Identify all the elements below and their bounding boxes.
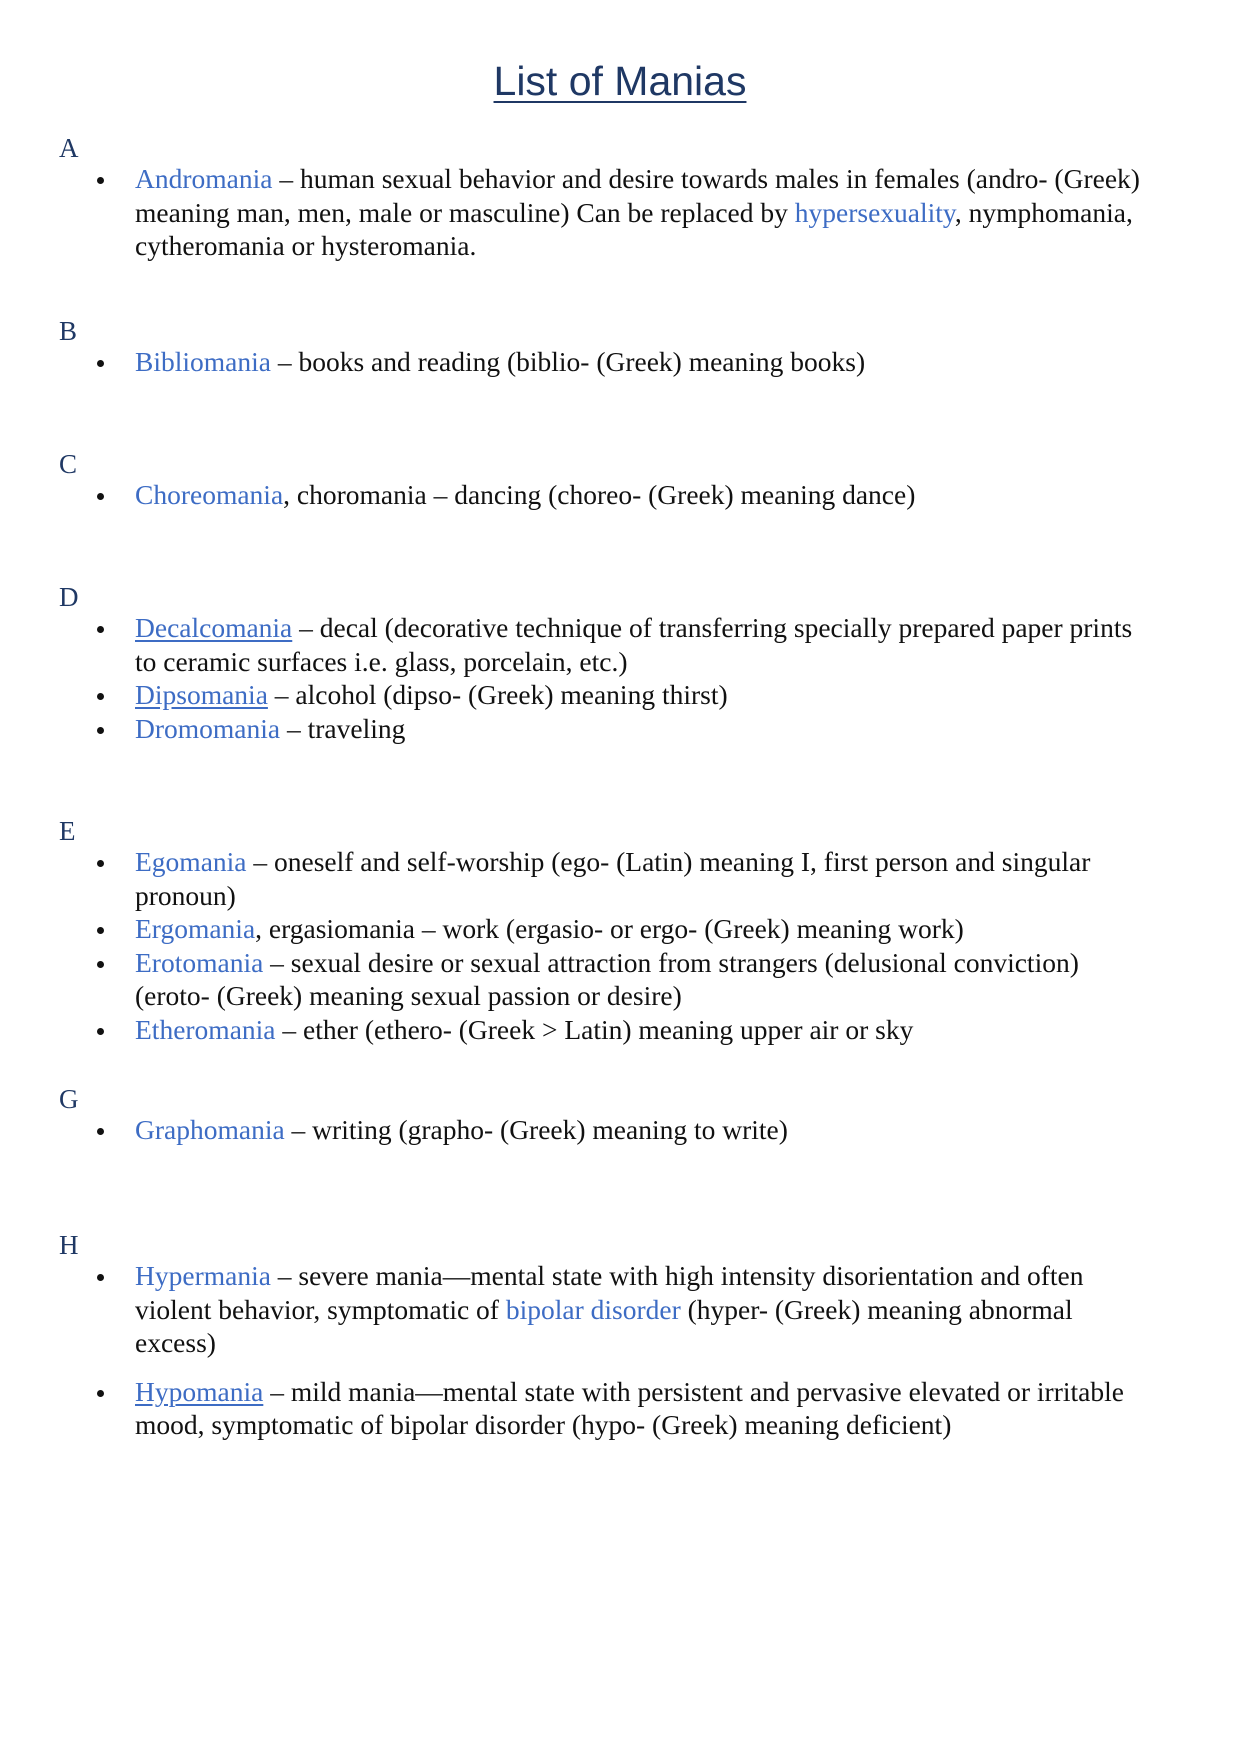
term-link[interactable]: Erotomania bbox=[135, 946, 264, 978]
term-link[interactable]: Decalcomania bbox=[135, 612, 293, 643]
list-item bbox=[0, 162, 1240, 263]
entry-description: human sexual behavior and desire towards males in females (andro- (Greek) meaning man, men, male or masculine) Can be replaced by bbox=[135, 163, 1140, 228]
term-link[interactable]: Etheromania bbox=[135, 1013, 276, 1045]
section-letter: B bbox=[59, 316, 78, 346]
page-title: List of Manias bbox=[493, 58, 747, 104]
term-link[interactable]: Bibliomania bbox=[135, 346, 271, 377]
entry-description-continued: , nymphomania, cytheromania or hysteromania. bbox=[135, 196, 1133, 261]
list-item bbox=[0, 845, 1240, 912]
entry-separator: – bbox=[270, 1260, 299, 1291]
entry-separator: – bbox=[263, 1375, 291, 1407]
term-link[interactable]: Dipsomania bbox=[135, 679, 268, 710]
entry-separator: – bbox=[270, 346, 299, 377]
list-item bbox=[0, 1113, 1240, 1147]
list-item bbox=[0, 345, 1240, 379]
entry-separator: – bbox=[263, 946, 291, 978]
section-letter: E bbox=[59, 816, 76, 846]
list-item bbox=[0, 1375, 1240, 1442]
section-letter: D bbox=[59, 582, 79, 612]
entry-list bbox=[0, 1259, 1240, 1442]
entry-list bbox=[0, 478, 1240, 512]
entry-list bbox=[0, 345, 1240, 379]
entry-list bbox=[0, 611, 1240, 745]
list-item bbox=[0, 478, 1240, 512]
section-letter: G bbox=[59, 1084, 79, 1114]
term-link[interactable]: Ergomania bbox=[135, 913, 256, 944]
list-item bbox=[0, 912, 1240, 946]
term-link[interactable]: Egomania bbox=[135, 846, 247, 877]
entry-description: ergasiomania – work (ergasio- or ergo- (Greek) meaning work) bbox=[268, 913, 964, 944]
entry-separator: – bbox=[292, 612, 320, 643]
term-link[interactable]: Andromania bbox=[135, 163, 273, 194]
list-item bbox=[0, 712, 1240, 746]
entry-description: decal (decorative technique of transferring specially prepared paper prints to ceramic surfaces i.e. glass, porcelain, etc.) bbox=[135, 612, 1133, 677]
list-item bbox=[0, 946, 1240, 1013]
entry-description-continued: (hyper- (Greek) meaning abnormal excess) bbox=[135, 1293, 1073, 1358]
entry-separator: – bbox=[272, 163, 300, 194]
term-link[interactable]: Choreomania bbox=[135, 479, 284, 510]
entry-separator: , bbox=[283, 479, 297, 510]
list-item bbox=[0, 1259, 1240, 1360]
entry-separator: , bbox=[255, 913, 269, 944]
entry-description: mild mania—mental state with persistent and pervasive elevated or irritable mood, symptomatic of bipolar disorder (hypo- (Greek) meaning deficient) bbox=[135, 1375, 1124, 1440]
section-letter: A bbox=[59, 133, 79, 163]
entry-separator: – bbox=[267, 679, 296, 710]
section-letter: C bbox=[59, 449, 78, 479]
entry-description: choromania – dancing (choreo- (Greek) meaning dance) bbox=[296, 479, 916, 510]
entry-description: oneself and self-worship (ego- (Latin) meaning I, first person and singular pronoun) bbox=[135, 846, 1091, 911]
entry-description: severe mania—mental state with high intensity disorientation and often violent behavior, symptomatic of bbox=[135, 1260, 1084, 1325]
entry-description: books and reading (biblio- (Greek) meaning books) bbox=[298, 346, 866, 377]
entry-description: traveling bbox=[307, 712, 406, 744]
inline-link[interactable]: bipolar disorder bbox=[505, 1293, 681, 1325]
entry-list bbox=[0, 162, 1240, 263]
list-item bbox=[0, 678, 1240, 712]
entry-list bbox=[0, 845, 1240, 1046]
term-link[interactable]: Dromomania bbox=[135, 712, 281, 744]
term-link[interactable]: Graphomania bbox=[135, 1114, 285, 1145]
entry-description: alcohol (dipso- (Greek) meaning thirst) bbox=[295, 679, 728, 710]
term-link[interactable]: Hypermania bbox=[135, 1260, 271, 1291]
entry-description: writing (grapho- (Greek) meaning to write) bbox=[312, 1114, 788, 1145]
inline-link[interactable]: hypersexuality bbox=[794, 196, 955, 228]
entry-separator: – bbox=[275, 1013, 303, 1045]
entry-separator: – bbox=[284, 1114, 313, 1145]
section-letter: H bbox=[59, 1230, 79, 1260]
list-item bbox=[0, 611, 1240, 678]
entry-separator: – bbox=[246, 846, 274, 877]
list-item bbox=[0, 1013, 1240, 1047]
entry-description: ether (ethero- (Greek > Latin) meaning upper air or sky bbox=[303, 1013, 914, 1045]
entry-list bbox=[0, 1113, 1240, 1147]
entry-separator: – bbox=[280, 712, 308, 744]
entry-description: sexual desire or sexual attraction from strangers (delusional conviction) (eroto- (Greek) meaning sexual passion or desire) bbox=[135, 946, 1079, 1011]
term-link[interactable]: Hypomania bbox=[135, 1375, 264, 1407]
